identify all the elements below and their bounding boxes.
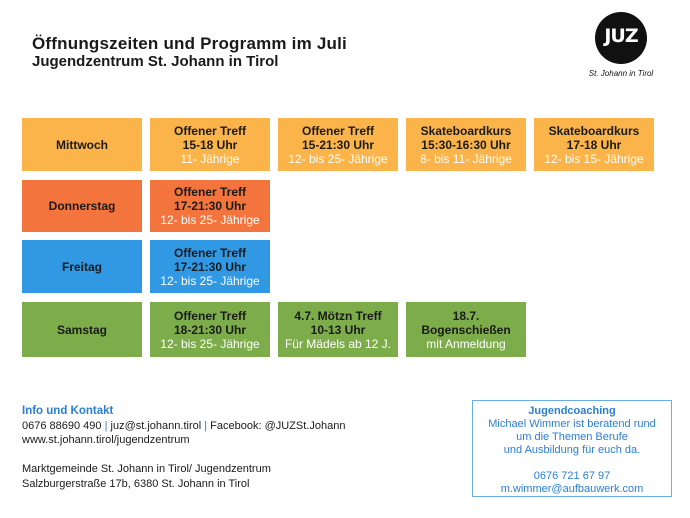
event-time: 17-21:30 Uhr (173, 199, 247, 213)
event-note: 11- Jährige (180, 151, 240, 166)
facebook-link[interactable]: Facebook: @JUZSt.Johann (210, 419, 346, 432)
email-link[interactable]: juz@st.johann.tirol (110, 419, 202, 432)
event-title: Offener Treff (301, 123, 374, 138)
event-card (278, 118, 398, 171)
coaching-text: um die Themen Berufe (516, 431, 628, 443)
event-time: 15-21:30 Uhr (301, 137, 375, 152)
event-title: 18.7. (452, 308, 480, 323)
event-title: Offener Treff (173, 185, 246, 199)
info-heading: Info und Kontakt (22, 405, 114, 417)
event-note: 12- bis 25- Jährige (160, 336, 260, 351)
juz-logo (590, 12, 652, 82)
event-note: 8- bis 11- Jährige (420, 151, 512, 166)
event-time: 10-13 Uhr (310, 322, 366, 337)
coaching-text: Michael Wimmer ist beratend rund (488, 418, 656, 430)
day-label: Samstag (56, 322, 108, 337)
page-title: Öffnungszeiten und Programm im Juli (32, 34, 347, 53)
event-title: Skateboardkurs (548, 123, 640, 138)
event-note: 12- bis 25- Jährige (160, 273, 260, 288)
day-label: Mittwoch (56, 137, 108, 152)
event-title: 4.7. Mötzn Treff (294, 308, 382, 323)
info-contact (22, 404, 345, 491)
coaching-heading: Jugendcoaching (528, 405, 616, 417)
logo-mark: JUZ (604, 25, 638, 47)
event-card (150, 180, 270, 232)
event-note: 12- bis 25- Jährige (288, 151, 388, 166)
event-note: Für Mädels ab 12 J. (284, 336, 392, 351)
page-subtitle: Jugendzentrum St. Johann in Tirol (32, 53, 279, 70)
event-card (406, 302, 526, 357)
event-time: Bogenschießen (421, 322, 511, 337)
event-title: Offener Treff (173, 245, 246, 260)
event-title: Offener Treff (173, 308, 246, 323)
event-time: 15:30-16:30 Uhr (421, 137, 511, 152)
day-freitag (22, 240, 142, 293)
separator: | (204, 419, 208, 432)
event-card (406, 118, 526, 171)
event-time: 17-21:30 Uhr (173, 259, 247, 274)
event-note: 12- bis 25- Jährige (160, 213, 260, 227)
coaching-email[interactable]: m.wimmer@aufbauwerk.com (500, 483, 644, 495)
logo-caption: St. Johann in Tirol (588, 69, 654, 78)
event-card (150, 240, 270, 293)
day-samstag (22, 302, 142, 357)
day-donnerstag (22, 180, 142, 232)
day-mittwoch (22, 118, 142, 171)
event-card (278, 302, 398, 357)
coaching-box (472, 400, 672, 497)
coaching-phone: 0676 721 67 97 (533, 470, 611, 482)
event-note: 12- bis 15- Jährige (544, 151, 644, 166)
event-card (150, 302, 270, 357)
day-label: Donnerstag (48, 199, 116, 213)
address: Salzburgerstraße 17b, 6380 St. Johann in Tirol (22, 477, 250, 490)
coaching-text: und Ausbildung für euch da. (503, 444, 641, 456)
org-name: Marktgemeinde St. Johann in Tirol/ Jugendzentrum (22, 463, 271, 475)
event-time: 17-18 Uhr (566, 137, 622, 152)
day-label: Freitag (61, 259, 102, 274)
event-card (534, 118, 654, 171)
website-link[interactable]: www.st.johann.tirol/jugendzentrum (22, 434, 190, 446)
event-title: Skateboardkurs (420, 123, 512, 138)
event-time: 15-18 Uhr (182, 137, 238, 152)
event-title: Offener Treff (173, 123, 246, 138)
event-card (150, 118, 270, 171)
event-time: 18-21:30 Uhr (173, 322, 247, 337)
event-note: mit Anmeldung (426, 336, 506, 351)
phone-number: 0676 88690 490 (22, 419, 102, 432)
separator: | (104, 419, 108, 432)
contact-line (22, 419, 345, 434)
